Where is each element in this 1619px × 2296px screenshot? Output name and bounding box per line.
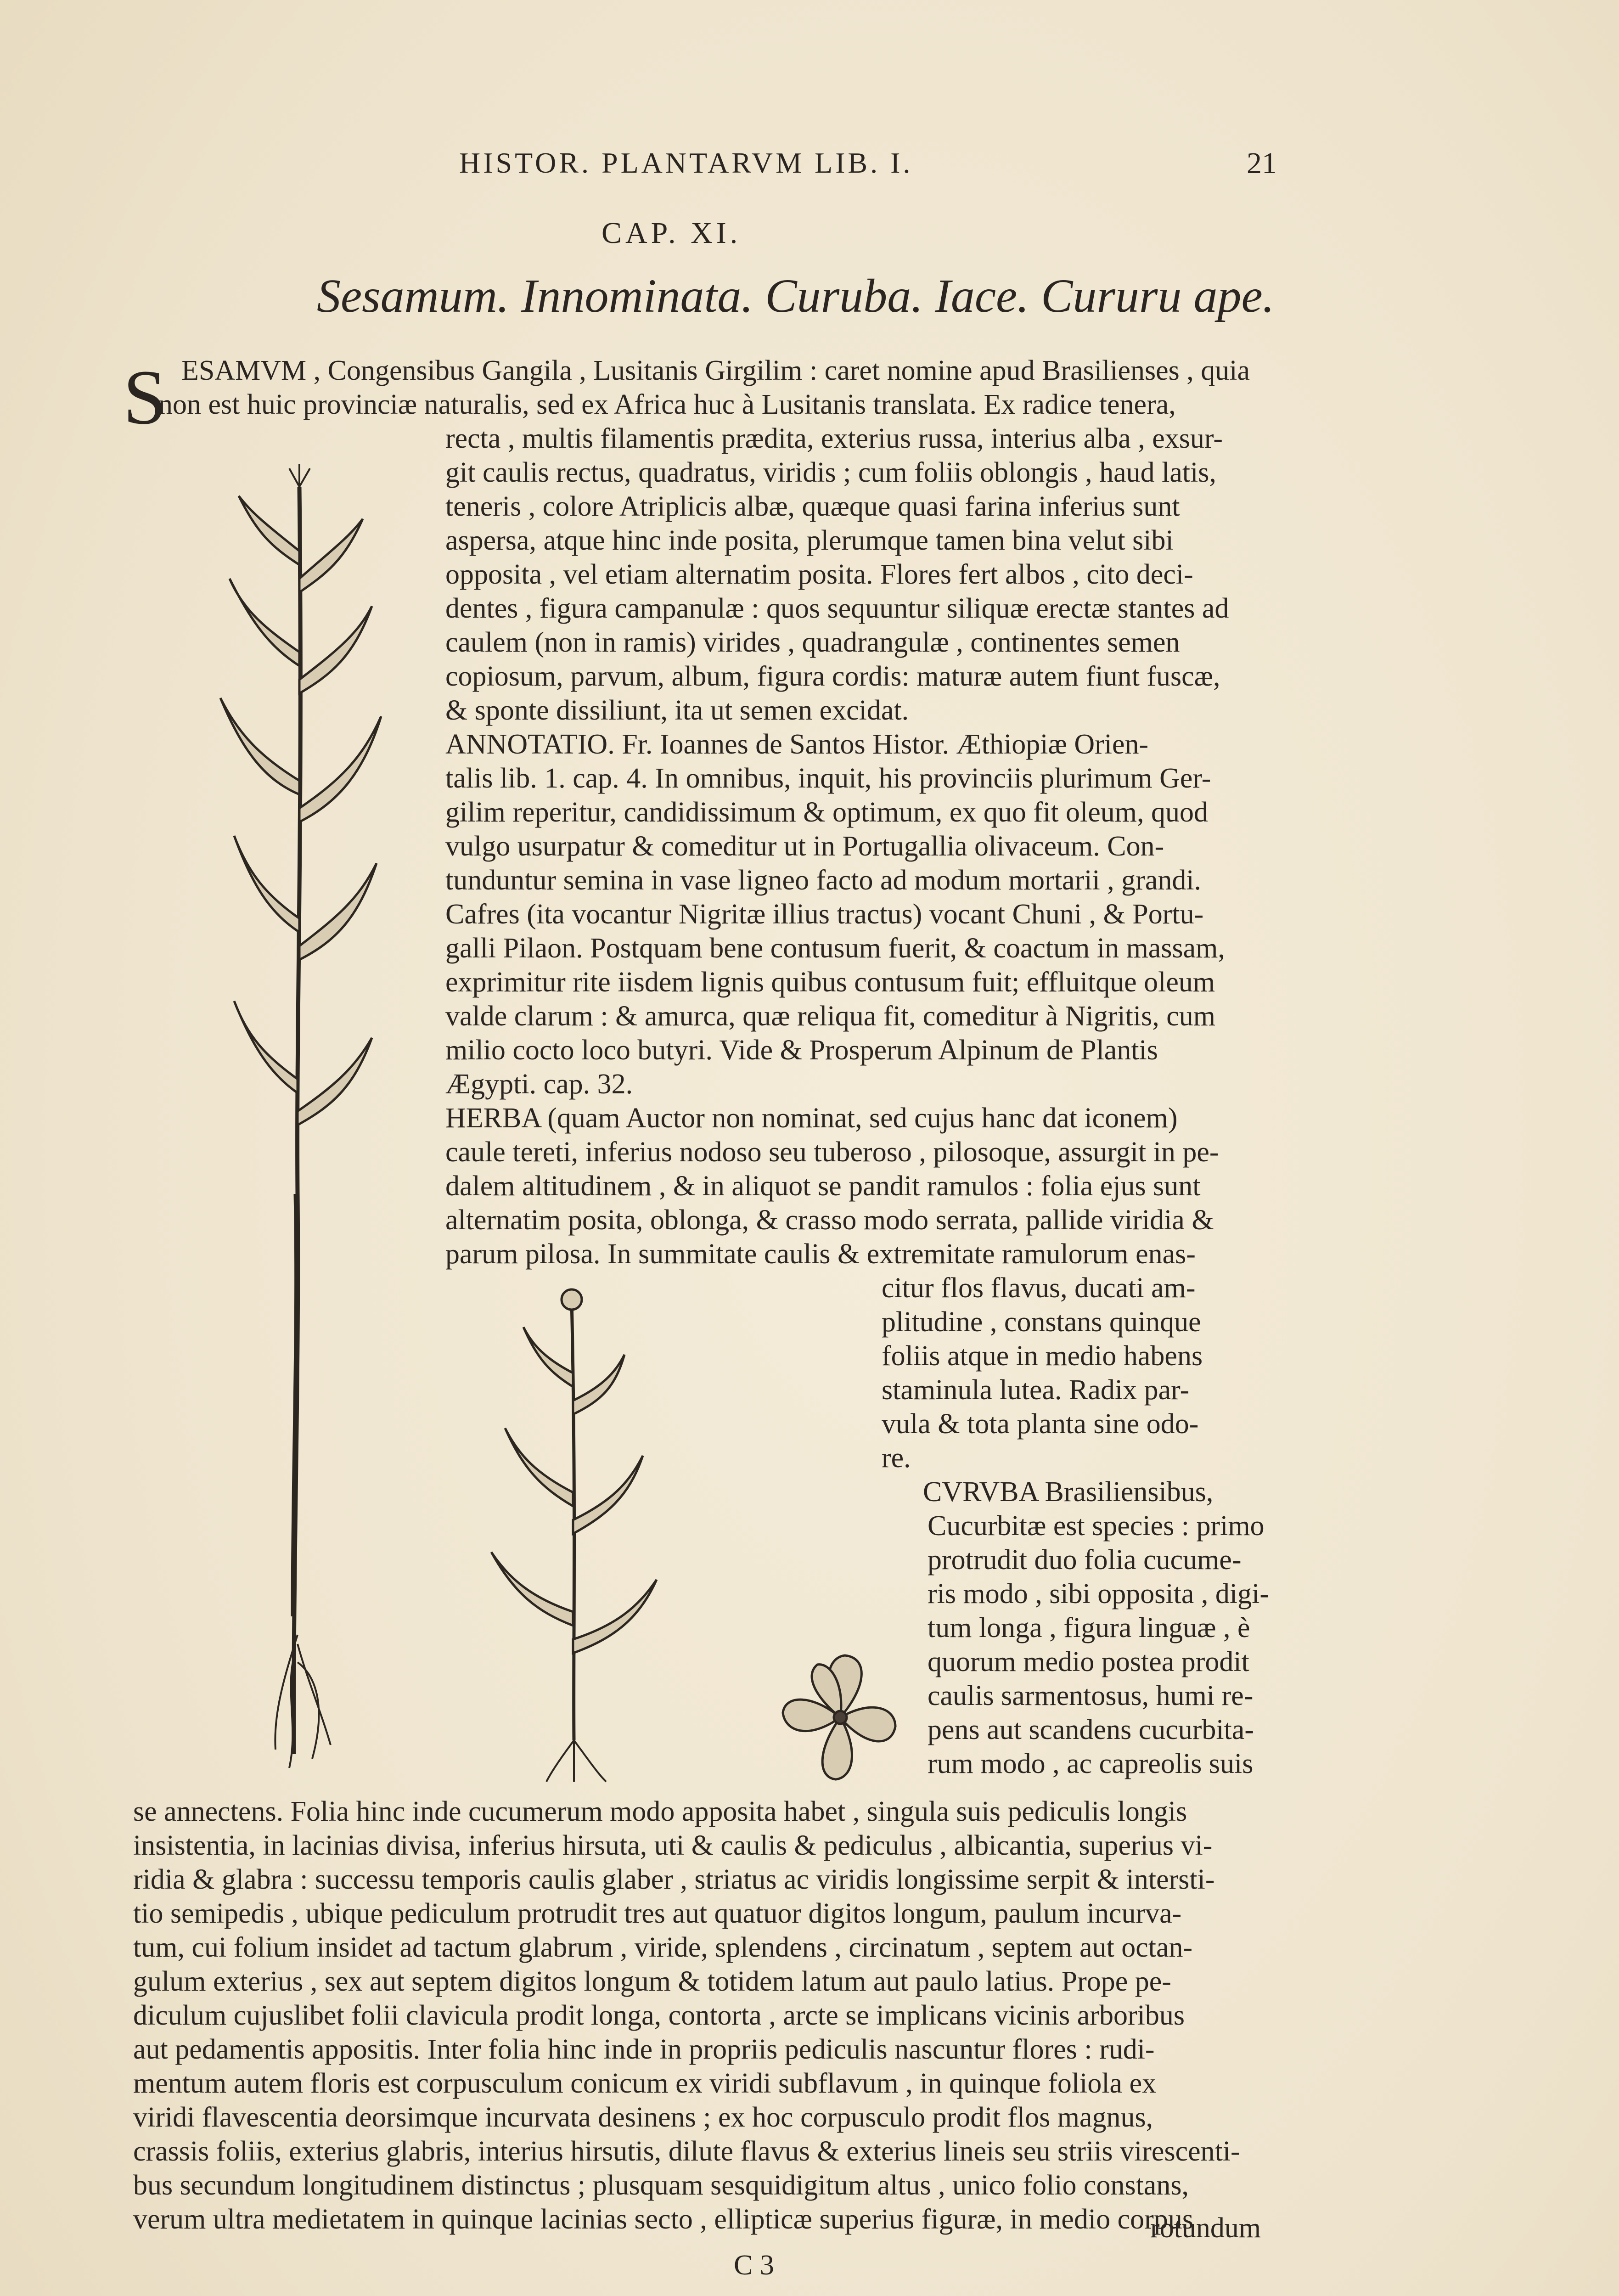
text-line: gilim reperitur, candidissimum & optimum, ex quo fit oleum, quod bbox=[445, 797, 1208, 828]
text-line: caulis sarmentosus, humi re- bbox=[928, 1680, 1254, 1711]
text-line: Cucurbitæ est species : primo bbox=[928, 1510, 1265, 1542]
description-column bbox=[445, 422, 1295, 1271]
text-line: tum longa , figura linguæ , è bbox=[928, 1612, 1250, 1643]
text-line: staminula lutea. Radix par- bbox=[882, 1374, 1190, 1406]
text-line: foliis atque in medio habens bbox=[882, 1340, 1203, 1372]
chapter-heading: CAP. XI. bbox=[602, 216, 742, 250]
text-line: & sponte dissiliunt, ita ut semen excidat. bbox=[445, 695, 909, 726]
text-line: tunduntur semina in vase ligneo facto ad modum mortarii , grandi. bbox=[445, 865, 1202, 896]
text-line: git caulis rectus, quadratus, viridis ; cum foliis oblongis , haud latis, bbox=[445, 457, 1216, 488]
text-line: opposita , vel etiam alternatim posita. Flores fert albos , cito deci- bbox=[445, 559, 1193, 590]
text-line: plitudine , constans quinque bbox=[882, 1306, 1201, 1338]
text-line: CVRVBA Brasiliensibus, bbox=[923, 1476, 1214, 1508]
text-line: vula & tota planta sine odo- bbox=[882, 1408, 1199, 1440]
herb-illustration bbox=[468, 1281, 670, 1786]
text-line: diculum cujuslibet folii clavicula prodit longa, contorta , arcte se implicans vicinis arboribus bbox=[133, 2000, 1185, 2031]
text-line: aspersa, atque hinc inde posita, plerumque tamen bina velut sibi bbox=[445, 525, 1174, 556]
text-line: bus secundum longitudinem distinctus ; plusquam sesquidigitum altus , unico folio constans, bbox=[133, 2170, 1189, 2201]
text-line: rum modo , ac capreolis suis bbox=[928, 1748, 1254, 1779]
text-line: protrudit duo folia cucume- bbox=[928, 1544, 1242, 1576]
text-line: alternatim posita, oblonga, & crasso modo serrata, pallide viridia & bbox=[445, 1204, 1214, 1236]
text-line: Cafres (ita vocantur Nigritæ illius tractus) vocant Chuni , & Portu- bbox=[445, 899, 1204, 930]
text-line: caulem (non in ramis) virides , quadrangulæ , continentes semen bbox=[445, 627, 1180, 658]
drop-cap: S bbox=[123, 354, 167, 440]
text-line: valde clarum : & amurca, quæ reliqua fit, comeditur à Nigritis, cum bbox=[445, 1001, 1215, 1032]
text-line: pens aut scandens cucurbita- bbox=[928, 1714, 1254, 1745]
chapter-title: Sesamum. Innominata. Curuba. Iace. Cururu ape. bbox=[317, 270, 1275, 322]
text-line: mentum autem floris est corpusculum conicum ex viridi subflavum , in quinque foliola ex bbox=[133, 2068, 1157, 2099]
text-line: ESAMVM , Congensibus Gangila , Lusitanis Girgilim : caret nomine apud Brasilienses , quia bbox=[181, 355, 1250, 386]
text-line: caule tereti, inferius nodoso seu tuberoso , pilosoque, assurgit in pe- bbox=[445, 1137, 1219, 1168]
text-line: ANNOTATIO. Fr. Ioannes de Santos Histor. Æthiopiæ Orien- bbox=[445, 729, 1149, 760]
narrow-column bbox=[882, 1271, 1295, 1785]
text-line: gulum exterius , sex aut septem digitos longum & totidem latum aut paulo latius. Prope pe- bbox=[133, 1966, 1171, 1997]
text-line: tio semipedis , ubique pediculum protrudit tres aut quatuor digitos longum, paulum incurva- bbox=[133, 1898, 1182, 1929]
signature-mark: C 3 bbox=[734, 2250, 774, 2281]
text-line: quorum medio postea prodit bbox=[928, 1646, 1249, 1677]
text-line: dalem altitudinem , & in aliquot se pandit ramulos : folia ejus sunt bbox=[445, 1171, 1201, 1202]
text-line: parum pilosa. In summitate caulis & extremitate ramulorum enas- bbox=[445, 1238, 1196, 1270]
opening-paragraph bbox=[158, 354, 1293, 427]
text-line: dentes , figura campanulæ : quos sequuntur siliquæ erectæ stantes ad bbox=[445, 593, 1229, 624]
catchword: rotundum bbox=[1150, 2212, 1261, 2244]
text-line: exprimitur rite iisdem lignis quibus contusum fuit; effluitque oleum bbox=[445, 967, 1215, 998]
closing-paragraph bbox=[133, 1795, 1299, 2245]
text-line: Ægypti. cap. 32. bbox=[445, 1069, 633, 1100]
text-line: re. bbox=[882, 1442, 911, 1474]
text-line: copiosum, parvum, album, figura cordis: maturæ autem fiunt fuscæ, bbox=[445, 661, 1220, 692]
text-line: vulgo usurpatur & comeditur ut in Portugallia olivaceum. Con- bbox=[445, 831, 1164, 862]
text-line: tum, cui folium insidet ad tactum glabrum , viride, splendens , circinatum , septem aut octan- bbox=[133, 1932, 1193, 1963]
text-line: talis lib. 1. cap. 4. In omnibus, inquit, his provinciis plurimum Ger- bbox=[445, 763, 1211, 794]
text-line: verum ultra medietatem in quinque lacinias secto , ellipticæ superius figuræ, in medio corpus bbox=[133, 2204, 1193, 2235]
curuba-flower-illustration bbox=[776, 1649, 905, 1786]
text-line: aut pedamentis appositis. Inter folia hinc inde in propriis pediculis nascuntur flores : rudi- bbox=[133, 2034, 1155, 2065]
text-line: non est huic provinciæ naturalis, sed ex Africa huc à Lusitanis translata. Ex radice tenera, bbox=[158, 389, 1176, 420]
text-line: galli Pilaon. Postquam bene contusum fuerit, & coactum in massam, bbox=[445, 933, 1225, 964]
page-number: 21 bbox=[1247, 146, 1277, 180]
text-line: viridi flavescentia deorsimque incurvata desinens ; ex hoc corpusculo prodit flos magnus, bbox=[133, 2102, 1153, 2133]
sesamum-illustration bbox=[179, 459, 418, 1791]
text-line: teneris , colore Atriplicis albæ, quæque quasi farina inferius sunt bbox=[445, 491, 1180, 522]
text-line: milio cocto loco butyri. Vide & Prosperum Alpinum de Plantis bbox=[445, 1035, 1158, 1066]
text-line: ris modo , sibi opposita , digi- bbox=[928, 1578, 1269, 1609]
text-line: citur flos flavus, ducati am- bbox=[882, 1272, 1196, 1304]
text-line: insistentia, in lacinias divisa, inferius hirsuta, uti & caulis & pediculus , albicantia, superius vi- bbox=[133, 1830, 1213, 1861]
text-line: crassis foliis, exterius glabris, interius hirsutis, dilute flavus & exterius lineis seu striis virescenti- bbox=[133, 2136, 1240, 2167]
running-title: HISTOR. PLANTARVM LIB. I. bbox=[459, 146, 913, 179]
text-line: se annectens. Folia hinc inde cucumerum modo apposita habet , singula suis pediculis longis bbox=[133, 1796, 1187, 1827]
text-line: recta , multis filamentis prædita, exterius russa, interius alba , exsur- bbox=[445, 423, 1223, 454]
text-line: HERBA (quam Auctor non nominat, sed cujus hanc dat iconem) bbox=[445, 1103, 1178, 1134]
text-line: ridia & glabra : successu temporis caulis glaber , striatus ac viridis longissime serpit & intersti- bbox=[133, 1864, 1215, 1895]
